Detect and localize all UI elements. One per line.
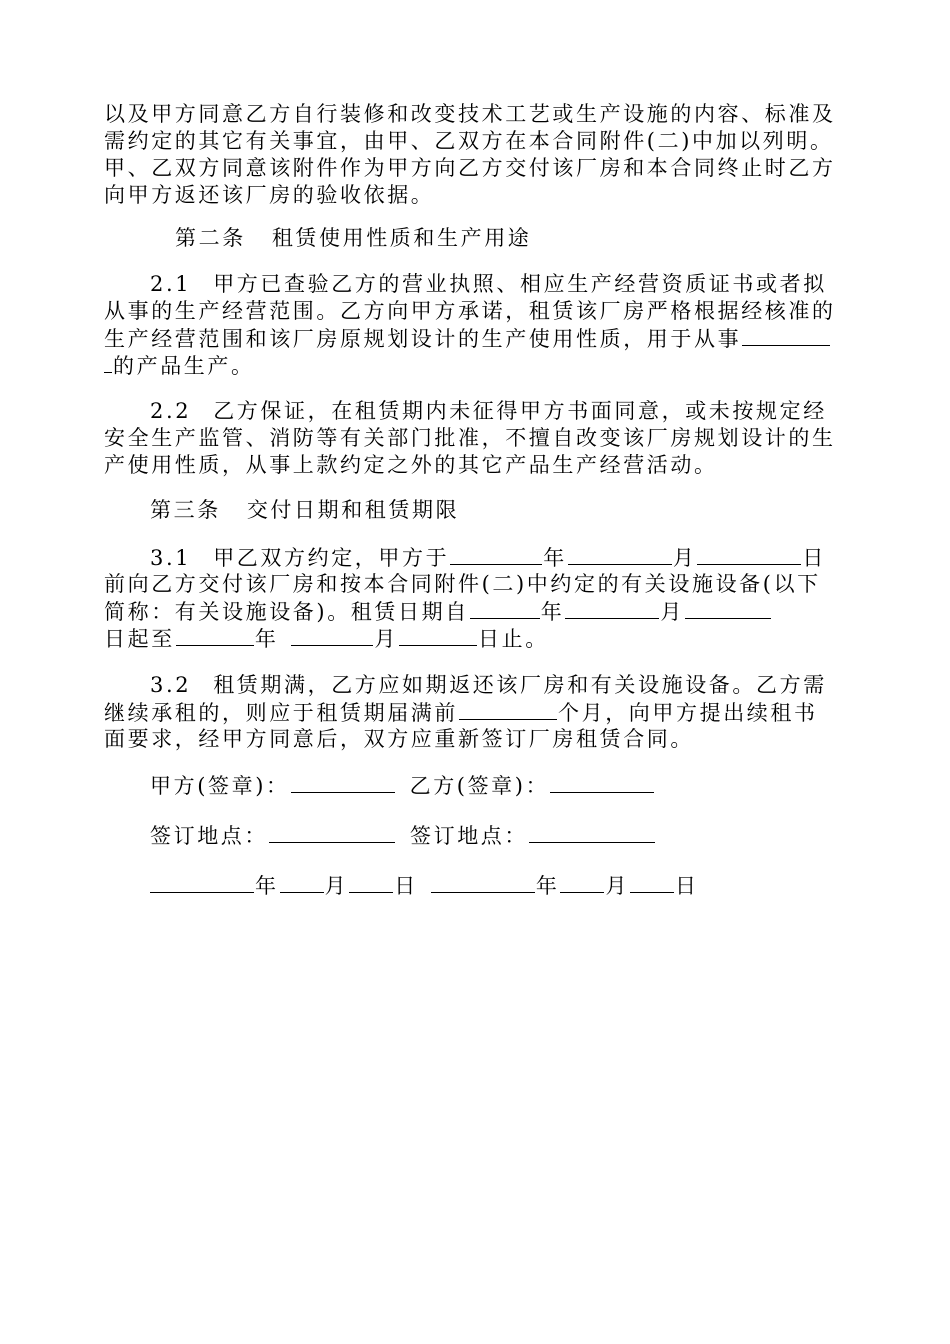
clause-3-1-number: 3.1 [150,546,192,570]
clause-2-1-line-4 [104,352,255,379]
party-a-date-day-label: 日 [394,874,418,898]
clause-3-2-number: 3.2 [150,673,192,697]
party-b-date-month-blank[interactable] [560,872,604,893]
clause-2-1-line-3 [104,325,831,352]
party-b-seal-blank[interactable] [550,772,654,793]
clause-3-1-line-2: 前向乙方交付该厂房和按本合同附件(二)中约定的有关设施设备(以下 [104,572,821,596]
clause-3-2-line-2-a: 继续承租的，则应于租赁期届满前 [104,701,458,725]
clause-3-2-line-2 [104,699,818,726]
delivery-year-label: 年 [543,546,567,570]
delivery-month-label: 月 [672,546,697,570]
party-a-date-year-label: 年 [255,874,279,898]
party-b-date-day-blank[interactable] [630,872,674,893]
party-b-place-label: 签订地点： [410,824,528,848]
clause-2-2-line-2: 安全生产监管、消防等有关部门批准，不擅自改变该厂房规划设计的生 [104,426,836,450]
lease-end-day-blank[interactable] [399,625,477,646]
party-b-date-day-label: 日 [675,874,699,898]
clause-2-2-line-3: 产使用性质，从事上款约定之外的其它产品生产经营活动。 [104,453,718,477]
paragraph-1-line-4: 向甲方返还该厂房的验收依据。 [104,183,435,207]
clause-3-1-line-3-text: 简称：有关设施设备)。租赁日期自 [104,600,469,624]
lease-start-year-blank[interactable] [470,598,540,619]
party-a-date-year-blank[interactable] [150,872,254,893]
clause-2-1-line-2: 从事的生产经营范围。乙方向甲方承诺，租赁该厂房严格根据经核准的 [104,299,836,323]
article-3-heading [150,497,459,524]
article-3-title: 交付日期和租赁期限 [246,498,460,522]
delivery-month-blank[interactable] [568,544,672,565]
party-a-date-day-blank[interactable] [349,872,393,893]
clause-2-1-line-1 [150,271,827,298]
clause-2-2-number: 2.2 [150,399,192,423]
party-b-seal-label: 乙方(签章)： [409,774,550,798]
lease-end-year-label: 年 [254,627,279,651]
paragraph-1-line-2: 需约定的其它有关事宜，由甲、乙双方在本合同附件(二)中加以列明。 [104,129,834,153]
blank-product-underline[interactable] [742,325,830,346]
signing-date-row [150,872,699,899]
signature-row [150,772,655,799]
article-2-heading [175,225,531,252]
clause-3-1-line-1 [150,544,826,571]
clause-3-2-text: 租赁期满，乙方应如期返还该厂房和有关设施设备。乙方需 [213,673,827,697]
signing-place-row [150,822,656,849]
delivery-year-blank[interactable] [450,544,542,565]
party-a-seal-blank[interactable] [291,772,395,793]
lease-start-year-label: 年 [540,600,565,624]
renewal-months-blank[interactable] [459,699,557,720]
lease-end-year-blank[interactable] [176,625,254,646]
party-b-date-year-blank[interactable] [431,872,535,893]
lease-start-month-label: 月 [660,600,685,624]
party-a-place-label: 签订地点： [150,824,268,848]
lease-start-month-blank[interactable] [565,598,659,619]
article-3-number: 第三条 [150,498,221,522]
party-b-date-year-label: 年 [535,874,560,898]
clause-2-1-number: 2.1 [150,272,192,296]
clause-3-2-line-1 [150,672,827,699]
delivery-day-blank[interactable] [697,544,801,565]
clause-2-1-line-4-text: 的产品生产。 [113,354,255,378]
lease-end-text: 日止。 [478,627,549,651]
clause-3-1-line-4 [104,625,549,652]
clause-2-2-line-1 [150,398,827,425]
lease-start-day-blank[interactable] [685,598,771,619]
clause-2-1-line-3-text: 生产经营范围和该厂房原规划设计的生产使用性质，用于从事 [104,327,742,351]
party-a-date-month-label: 月 [324,874,349,898]
party-a-seal-label: 甲方(签章)： [150,774,290,798]
blank-product-underline-cont[interactable] [104,352,112,373]
article-2-title: 租赁使用性质和生产用途 [271,226,532,250]
lease-end-month-label: 月 [374,627,399,651]
paragraph-1-line-1: 以及甲方同意乙方自行装修和改变技术工艺或生产设施的内容、标准及 [104,102,836,126]
clause-3-1-line-4-text: 日起至 [104,627,175,651]
clause-3-2-line-2-b: 个月，向甲方提出续租书 [558,701,818,725]
clause-3-2-line-3: 面要求，经甲方同意后，双方应重新签订厂房租赁合同。 [104,727,694,751]
clause-3-1-line-3 [104,598,772,625]
lease-end-month-blank[interactable] [291,625,373,646]
article-2-number: 第二条 [175,226,246,250]
party-a-date-month-blank[interactable] [280,872,324,893]
paragraph-1-line-3: 甲、乙双方同意该附件作为甲方向乙方交付该厂房和本合同终止时乙方 [104,156,836,180]
party-b-date-month-label: 月 [605,874,630,898]
delivery-day-label: 日 [802,546,827,570]
party-b-place-blank[interactable] [529,822,655,843]
clause-2-2-text: 乙方保证，在租赁期内未征得甲方书面同意，或未按规定经 [213,399,827,423]
clause-3-1-text: 甲乙双方约定，甲方于 [213,546,450,570]
party-a-place-blank[interactable] [269,822,395,843]
clause-2-1-text: 甲方已查验乙方的营业执照、相应生产经营资质证书或者拟 [213,272,827,296]
